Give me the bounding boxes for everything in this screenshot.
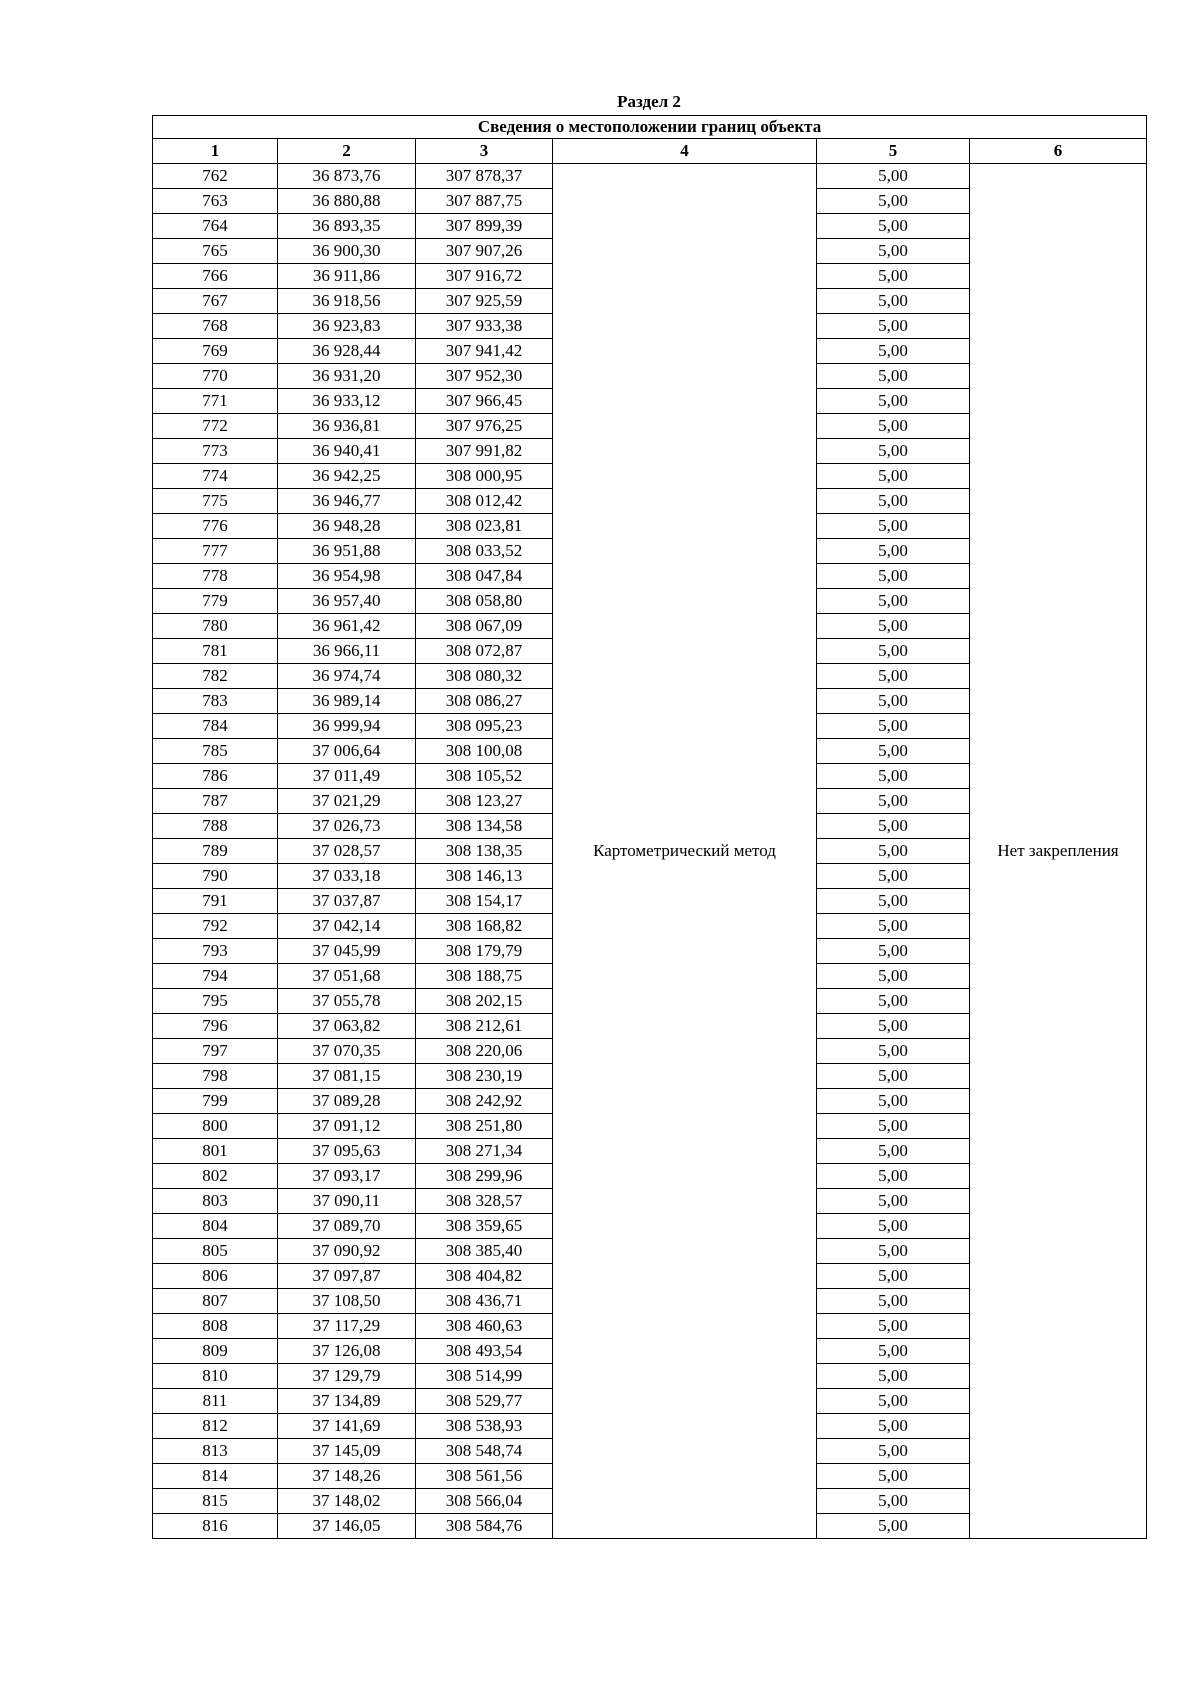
point-number-cell: 801	[153, 1139, 278, 1164]
y-coordinate-cell: 307 933,38	[416, 314, 553, 339]
y-coordinate-cell: 308 359,65	[416, 1214, 553, 1239]
accuracy-cell: 5,00	[817, 1139, 970, 1164]
x-coordinate-cell: 37 042,14	[278, 914, 416, 939]
x-coordinate-cell: 37 093,17	[278, 1164, 416, 1189]
y-coordinate-cell: 308 067,09	[416, 614, 553, 639]
y-coordinate-cell: 308 072,87	[416, 639, 553, 664]
table-body	[153, 164, 1147, 1539]
x-coordinate-cell: 37 141,69	[278, 1414, 416, 1439]
y-coordinate-cell: 308 460,63	[416, 1314, 553, 1339]
point-number-cell: 776	[153, 514, 278, 539]
x-coordinate-cell: 36 957,40	[278, 589, 416, 614]
y-coordinate-cell: 308 000,95	[416, 464, 553, 489]
point-number-cell: 800	[153, 1114, 278, 1139]
accuracy-cell: 5,00	[817, 1339, 970, 1364]
point-number-cell: 816	[153, 1514, 278, 1539]
y-coordinate-cell: 308 154,17	[416, 889, 553, 914]
y-coordinate-cell: 308 212,61	[416, 1014, 553, 1039]
point-number-cell: 790	[153, 864, 278, 889]
x-coordinate-cell: 37 097,87	[278, 1264, 416, 1289]
boundary-coordinates-table	[152, 115, 1147, 1539]
accuracy-cell: 5,00	[817, 664, 970, 689]
accuracy-cell: 5,00	[817, 739, 970, 764]
y-coordinate-cell: 308 058,80	[416, 589, 553, 614]
y-coordinate-cell: 308 123,27	[416, 789, 553, 814]
point-number-cell: 783	[153, 689, 278, 714]
accuracy-cell: 5,00	[817, 189, 970, 214]
y-coordinate-cell: 308 100,08	[416, 739, 553, 764]
point-number-cell: 804	[153, 1214, 278, 1239]
accuracy-cell: 5,00	[817, 514, 970, 539]
column-header: 5	[817, 139, 970, 164]
accuracy-cell: 5,00	[817, 964, 970, 989]
y-coordinate-cell: 308 105,52	[416, 764, 553, 789]
accuracy-cell: 5,00	[817, 1014, 970, 1039]
y-coordinate-cell: 307 966,45	[416, 389, 553, 414]
y-coordinate-cell: 308 179,79	[416, 939, 553, 964]
y-coordinate-cell: 308 584,76	[416, 1514, 553, 1539]
y-coordinate-cell: 307 916,72	[416, 264, 553, 289]
point-number-cell: 777	[153, 539, 278, 564]
accuracy-cell: 5,00	[817, 1414, 970, 1439]
y-coordinate-cell: 308 146,13	[416, 864, 553, 889]
y-coordinate-cell: 308 404,82	[416, 1264, 553, 1289]
y-coordinate-cell: 308 514,99	[416, 1364, 553, 1389]
point-number-cell: 768	[153, 314, 278, 339]
x-coordinate-cell: 37 028,57	[278, 839, 416, 864]
point-number-cell: 808	[153, 1314, 278, 1339]
accuracy-cell: 5,00	[817, 539, 970, 564]
accuracy-cell: 5,00	[817, 214, 970, 239]
x-coordinate-cell: 37 095,63	[278, 1139, 416, 1164]
x-coordinate-cell: 37 055,78	[278, 989, 416, 1014]
point-number-cell: 775	[153, 489, 278, 514]
accuracy-cell: 5,00	[817, 339, 970, 364]
accuracy-cell: 5,00	[817, 1389, 970, 1414]
point-number-cell: 788	[153, 814, 278, 839]
accuracy-cell: 5,00	[817, 1289, 970, 1314]
y-coordinate-cell: 308 328,57	[416, 1189, 553, 1214]
point-number-cell: 773	[153, 439, 278, 464]
table-caption: Сведения о местоположении границ объекта	[153, 116, 1147, 139]
x-coordinate-cell: 36 974,74	[278, 664, 416, 689]
accuracy-cell: 5,00	[817, 414, 970, 439]
y-coordinate-cell: 307 941,42	[416, 339, 553, 364]
accuracy-cell: 5,00	[817, 1514, 970, 1539]
y-coordinate-cell: 308 385,40	[416, 1239, 553, 1264]
fixing-cell: Нет закрепления	[970, 164, 1147, 1539]
y-coordinate-cell: 308 188,75	[416, 964, 553, 989]
y-coordinate-cell: 308 086,27	[416, 689, 553, 714]
accuracy-cell: 5,00	[817, 839, 970, 864]
y-coordinate-cell: 308 548,74	[416, 1439, 553, 1464]
x-coordinate-cell: 37 006,64	[278, 739, 416, 764]
point-number-cell: 779	[153, 589, 278, 614]
x-coordinate-cell: 36 951,88	[278, 539, 416, 564]
point-number-cell: 769	[153, 339, 278, 364]
x-coordinate-cell: 36 946,77	[278, 489, 416, 514]
x-coordinate-cell: 36 933,12	[278, 389, 416, 414]
point-number-cell: 810	[153, 1364, 278, 1389]
x-coordinate-cell: 36 936,81	[278, 414, 416, 439]
accuracy-cell: 5,00	[817, 1114, 970, 1139]
accuracy-cell: 5,00	[817, 1364, 970, 1389]
point-number-cell: 813	[153, 1439, 278, 1464]
y-coordinate-cell: 308 033,52	[416, 539, 553, 564]
column-header: 4	[553, 139, 817, 164]
method-cell: Картометрический метод	[553, 164, 817, 1539]
x-coordinate-cell: 37 089,70	[278, 1214, 416, 1239]
y-coordinate-cell: 308 095,23	[416, 714, 553, 739]
point-number-cell: 774	[153, 464, 278, 489]
y-coordinate-cell: 307 925,59	[416, 289, 553, 314]
y-coordinate-cell: 307 887,75	[416, 189, 553, 214]
y-coordinate-cell: 308 023,81	[416, 514, 553, 539]
x-coordinate-cell: 37 090,92	[278, 1239, 416, 1264]
point-number-cell: 794	[153, 964, 278, 989]
y-coordinate-cell: 308 242,92	[416, 1089, 553, 1114]
x-coordinate-cell: 37 081,15	[278, 1064, 416, 1089]
y-coordinate-cell: 308 538,93	[416, 1414, 553, 1439]
accuracy-cell: 5,00	[817, 1464, 970, 1489]
point-number-cell: 793	[153, 939, 278, 964]
x-coordinate-cell: 36 940,41	[278, 439, 416, 464]
x-coordinate-cell: 37 021,29	[278, 789, 416, 814]
x-coordinate-cell: 37 070,35	[278, 1039, 416, 1064]
y-coordinate-cell: 308 566,04	[416, 1489, 553, 1514]
accuracy-cell: 5,00	[817, 1039, 970, 1064]
y-coordinate-cell: 308 299,96	[416, 1164, 553, 1189]
point-number-cell: 796	[153, 1014, 278, 1039]
accuracy-cell: 5,00	[817, 364, 970, 389]
point-number-cell: 789	[153, 839, 278, 864]
x-coordinate-cell: 37 090,11	[278, 1189, 416, 1214]
x-coordinate-cell: 37 145,09	[278, 1439, 416, 1464]
point-number-cell: 807	[153, 1289, 278, 1314]
y-coordinate-cell: 307 878,37	[416, 164, 553, 189]
x-coordinate-cell: 37 129,79	[278, 1364, 416, 1389]
y-coordinate-cell: 308 202,15	[416, 989, 553, 1014]
accuracy-cell: 5,00	[817, 314, 970, 339]
y-coordinate-cell: 307 952,30	[416, 364, 553, 389]
accuracy-cell: 5,00	[817, 864, 970, 889]
column-header: 2	[278, 139, 416, 164]
x-coordinate-cell: 36 961,42	[278, 614, 416, 639]
x-coordinate-cell: 36 989,14	[278, 689, 416, 714]
point-number-cell: 802	[153, 1164, 278, 1189]
point-number-cell: 762	[153, 164, 278, 189]
x-coordinate-cell: 37 146,05	[278, 1514, 416, 1539]
x-coordinate-cell: 36 911,86	[278, 264, 416, 289]
x-coordinate-cell: 36 923,83	[278, 314, 416, 339]
accuracy-cell: 5,00	[817, 989, 970, 1014]
column-header: 6	[970, 139, 1147, 164]
x-coordinate-cell: 37 026,73	[278, 814, 416, 839]
x-coordinate-cell: 37 108,50	[278, 1289, 416, 1314]
y-coordinate-cell: 308 529,77	[416, 1389, 553, 1414]
y-coordinate-cell: 308 134,58	[416, 814, 553, 839]
point-number-cell: 765	[153, 239, 278, 264]
y-coordinate-cell: 308 271,34	[416, 1139, 553, 1164]
y-coordinate-cell: 308 230,19	[416, 1064, 553, 1089]
accuracy-cell: 5,00	[817, 639, 970, 664]
point-number-cell: 764	[153, 214, 278, 239]
point-number-cell: 814	[153, 1464, 278, 1489]
point-number-cell: 784	[153, 714, 278, 739]
accuracy-cell: 5,00	[817, 939, 970, 964]
point-number-cell: 766	[153, 264, 278, 289]
x-coordinate-cell: 37 148,02	[278, 1489, 416, 1514]
accuracy-cell: 5,00	[817, 914, 970, 939]
point-number-cell: 787	[153, 789, 278, 814]
y-coordinate-cell: 308 168,82	[416, 914, 553, 939]
point-number-cell: 772	[153, 414, 278, 439]
x-coordinate-cell: 37 051,68	[278, 964, 416, 989]
x-coordinate-cell: 37 091,12	[278, 1114, 416, 1139]
accuracy-cell: 5,00	[817, 464, 970, 489]
x-coordinate-cell: 36 928,44	[278, 339, 416, 364]
x-coordinate-cell: 36 966,11	[278, 639, 416, 664]
x-coordinate-cell: 37 148,26	[278, 1464, 416, 1489]
y-coordinate-cell: 308 251,80	[416, 1114, 553, 1139]
y-coordinate-cell: 307 899,39	[416, 214, 553, 239]
accuracy-cell: 5,00	[817, 264, 970, 289]
y-coordinate-cell: 308 493,54	[416, 1339, 553, 1364]
x-coordinate-cell: 37 089,28	[278, 1089, 416, 1114]
x-coordinate-cell: 36 942,25	[278, 464, 416, 489]
x-coordinate-cell: 37 063,82	[278, 1014, 416, 1039]
accuracy-cell: 5,00	[817, 1064, 970, 1089]
accuracy-cell: 5,00	[817, 614, 970, 639]
point-number-cell: 770	[153, 364, 278, 389]
point-number-cell: 771	[153, 389, 278, 414]
x-coordinate-cell: 36 873,76	[278, 164, 416, 189]
accuracy-cell: 5,00	[817, 489, 970, 514]
point-number-cell: 763	[153, 189, 278, 214]
x-coordinate-cell: 36 999,94	[278, 714, 416, 739]
accuracy-cell: 5,00	[817, 289, 970, 314]
y-coordinate-cell: 308 561,56	[416, 1464, 553, 1489]
accuracy-cell: 5,00	[817, 164, 970, 189]
x-coordinate-cell: 37 033,18	[278, 864, 416, 889]
y-coordinate-cell: 308 047,84	[416, 564, 553, 589]
point-number-cell: 797	[153, 1039, 278, 1064]
x-coordinate-cell: 36 931,20	[278, 364, 416, 389]
point-number-cell: 780	[153, 614, 278, 639]
point-number-cell: 791	[153, 889, 278, 914]
y-coordinate-cell: 307 907,26	[416, 239, 553, 264]
point-number-cell: 785	[153, 739, 278, 764]
y-coordinate-cell: 308 138,35	[416, 839, 553, 864]
accuracy-cell: 5,00	[817, 389, 970, 414]
accuracy-cell: 5,00	[817, 1239, 970, 1264]
column-header: 1	[153, 139, 278, 164]
point-number-cell: 799	[153, 1089, 278, 1114]
accuracy-cell: 5,00	[817, 714, 970, 739]
accuracy-cell: 5,00	[817, 1214, 970, 1239]
point-number-cell: 809	[153, 1339, 278, 1364]
accuracy-cell: 5,00	[817, 1164, 970, 1189]
point-number-cell: 806	[153, 1264, 278, 1289]
y-coordinate-cell: 308 220,06	[416, 1039, 553, 1064]
x-coordinate-cell: 36 954,98	[278, 564, 416, 589]
table-row	[153, 164, 1147, 189]
accuracy-cell: 5,00	[817, 239, 970, 264]
y-coordinate-cell: 308 436,71	[416, 1289, 553, 1314]
point-number-cell: 811	[153, 1389, 278, 1414]
point-number-cell: 786	[153, 764, 278, 789]
column-header: 3	[416, 139, 553, 164]
accuracy-cell: 5,00	[817, 1439, 970, 1464]
point-number-cell: 781	[153, 639, 278, 664]
point-number-cell: 803	[153, 1189, 278, 1214]
accuracy-cell: 5,00	[817, 1189, 970, 1214]
x-coordinate-cell: 37 134,89	[278, 1389, 416, 1414]
x-coordinate-cell: 37 037,87	[278, 889, 416, 914]
accuracy-cell: 5,00	[817, 1489, 970, 1514]
accuracy-cell: 5,00	[817, 1089, 970, 1114]
x-coordinate-cell: 36 918,56	[278, 289, 416, 314]
accuracy-cell: 5,00	[817, 1264, 970, 1289]
point-number-cell: 812	[153, 1414, 278, 1439]
accuracy-cell: 5,00	[817, 1314, 970, 1339]
x-coordinate-cell: 36 880,88	[278, 189, 416, 214]
accuracy-cell: 5,00	[817, 764, 970, 789]
point-number-cell: 815	[153, 1489, 278, 1514]
y-coordinate-cell: 308 080,32	[416, 664, 553, 689]
point-number-cell: 792	[153, 914, 278, 939]
point-number-cell: 805	[153, 1239, 278, 1264]
x-coordinate-cell: 37 045,99	[278, 939, 416, 964]
x-coordinate-cell: 37 126,08	[278, 1339, 416, 1364]
x-coordinate-cell: 36 893,35	[278, 214, 416, 239]
accuracy-cell: 5,00	[817, 689, 970, 714]
point-number-cell: 795	[153, 989, 278, 1014]
y-coordinate-cell: 307 991,82	[416, 439, 553, 464]
point-number-cell: 778	[153, 564, 278, 589]
accuracy-cell: 5,00	[817, 814, 970, 839]
point-number-cell: 782	[153, 664, 278, 689]
x-coordinate-cell: 37 011,49	[278, 764, 416, 789]
x-coordinate-cell: 37 117,29	[278, 1314, 416, 1339]
point-number-cell: 767	[153, 289, 278, 314]
section-title: Раздел 2	[617, 92, 681, 111]
y-coordinate-cell: 307 976,25	[416, 414, 553, 439]
point-number-cell: 798	[153, 1064, 278, 1089]
accuracy-cell: 5,00	[817, 564, 970, 589]
accuracy-cell: 5,00	[817, 889, 970, 914]
x-coordinate-cell: 36 948,28	[278, 514, 416, 539]
accuracy-cell: 5,00	[817, 589, 970, 614]
accuracy-cell: 5,00	[817, 789, 970, 814]
accuracy-cell: 5,00	[817, 439, 970, 464]
y-coordinate-cell: 308 012,42	[416, 489, 553, 514]
x-coordinate-cell: 36 900,30	[278, 239, 416, 264]
